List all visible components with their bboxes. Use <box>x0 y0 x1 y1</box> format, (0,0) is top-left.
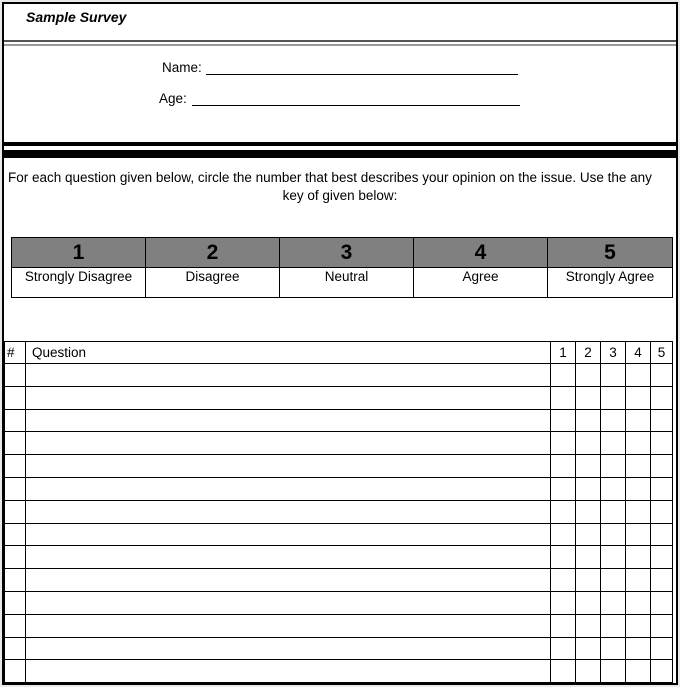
rating-2-cell[interactable] <box>576 546 601 569</box>
rating-2-cell[interactable] <box>576 364 601 387</box>
rating-3-cell[interactable] <box>601 500 626 523</box>
scale-value: 1 <box>12 238 146 268</box>
table-row <box>5 569 673 592</box>
survey-sheet <box>2 2 678 685</box>
question-cell[interactable] <box>26 455 551 478</box>
row-number-cell[interactable] <box>5 432 26 455</box>
row-number-cell[interactable] <box>5 569 26 592</box>
table-row <box>5 637 673 660</box>
rating-4-cell[interactable] <box>626 500 651 523</box>
rating-3-cell[interactable] <box>601 364 626 387</box>
rating-4-cell[interactable] <box>626 523 651 546</box>
rating-4-cell[interactable] <box>626 477 651 500</box>
age-field <box>159 91 187 106</box>
rating-2-cell[interactable] <box>576 660 601 683</box>
name-input-line[interactable] <box>206 74 518 75</box>
rating-5-cell[interactable] <box>651 432 673 455</box>
header-rating-4: 4 <box>626 342 651 364</box>
rating-1-cell[interactable] <box>551 455 576 478</box>
scale-value: 5 <box>548 238 673 268</box>
table-row <box>5 660 673 683</box>
rating-1-cell[interactable] <box>551 477 576 500</box>
row-number-cell[interactable] <box>5 614 26 637</box>
rating-4-cell[interactable] <box>626 409 651 432</box>
rating-3-cell[interactable] <box>601 591 626 614</box>
rating-5-cell[interactable] <box>651 455 673 478</box>
header-question: Question <box>26 342 551 364</box>
divider-thin <box>4 142 676 146</box>
rating-5-cell[interactable] <box>651 569 673 592</box>
rating-5-cell[interactable] <box>651 477 673 500</box>
row-number-cell[interactable] <box>5 637 26 660</box>
rating-3-cell[interactable] <box>601 386 626 409</box>
rating-3-cell[interactable] <box>601 523 626 546</box>
row-number-cell[interactable] <box>5 364 26 387</box>
rating-4-cell[interactable] <box>626 569 651 592</box>
divider-thick <box>4 150 676 158</box>
scale-label: Strongly Agree <box>548 268 673 298</box>
rating-3-cell[interactable] <box>601 546 626 569</box>
rating-1-cell[interactable] <box>551 500 576 523</box>
row-number-cell[interactable] <box>5 477 26 500</box>
row-number-cell[interactable] <box>5 660 26 683</box>
table-row <box>5 500 673 523</box>
rating-3-cell[interactable] <box>601 569 626 592</box>
question-cell[interactable] <box>26 614 551 637</box>
row-number-cell[interactable] <box>5 455 26 478</box>
age-input-line[interactable] <box>192 105 520 106</box>
table-row <box>5 523 673 546</box>
page-title: Sample Survey <box>26 9 127 25</box>
rating-4-cell[interactable] <box>626 455 651 478</box>
row-number-cell[interactable] <box>5 386 26 409</box>
instructions-line-2: key of given below: <box>282 188 398 203</box>
rating-4-cell[interactable] <box>626 637 651 660</box>
rating-1-cell[interactable] <box>551 364 576 387</box>
table-row <box>5 477 673 500</box>
rating-2-cell[interactable] <box>576 500 601 523</box>
scale-label: Agree <box>414 268 548 298</box>
row-number-cell[interactable] <box>5 409 26 432</box>
header-divider <box>4 44 676 46</box>
rating-2-cell[interactable] <box>576 569 601 592</box>
rating-5-cell[interactable] <box>651 591 673 614</box>
table-row <box>5 546 673 569</box>
rating-5-cell[interactable] <box>651 500 673 523</box>
rating-1-cell[interactable] <box>551 546 576 569</box>
rating-2-cell[interactable] <box>576 614 601 637</box>
table-row <box>5 591 673 614</box>
rating-5-cell[interactable] <box>651 409 673 432</box>
scale-value: 4 <box>414 238 548 268</box>
rating-4-cell[interactable] <box>626 386 651 409</box>
rating-4-cell[interactable] <box>626 660 651 683</box>
rating-3-cell[interactable] <box>601 637 626 660</box>
rating-5-cell[interactable] <box>651 523 673 546</box>
rating-1-cell[interactable] <box>551 614 576 637</box>
rating-1-cell[interactable] <box>551 409 576 432</box>
title-box <box>4 4 676 42</box>
question-cell[interactable] <box>26 591 551 614</box>
row-number-cell[interactable] <box>5 591 26 614</box>
scale-value: 3 <box>280 238 414 268</box>
header-rating-3: 3 <box>601 342 626 364</box>
rating-2-cell[interactable] <box>576 477 601 500</box>
question-cell[interactable] <box>26 364 551 387</box>
question-cell[interactable] <box>26 477 551 500</box>
rating-3-cell[interactable] <box>601 614 626 637</box>
rating-2-cell[interactable] <box>576 455 601 478</box>
rating-5-cell[interactable] <box>651 364 673 387</box>
row-number-cell[interactable] <box>5 523 26 546</box>
name-field <box>162 60 202 75</box>
table-row <box>5 364 673 387</box>
question-cell[interactable] <box>26 546 551 569</box>
scale-label: Disagree <box>146 268 280 298</box>
rating-key-table <box>11 237 673 298</box>
rating-1-cell[interactable] <box>551 637 576 660</box>
table-row <box>5 614 673 637</box>
rating-4-cell[interactable] <box>626 546 651 569</box>
rating-2-cell[interactable] <box>576 409 601 432</box>
row-number-cell[interactable] <box>5 500 26 523</box>
question-cell[interactable] <box>26 409 551 432</box>
question-table <box>4 341 673 683</box>
rating-3-cell[interactable] <box>601 432 626 455</box>
rating-1-cell[interactable] <box>551 569 576 592</box>
question-cell[interactable] <box>26 660 551 683</box>
rating-1-cell[interactable] <box>551 660 576 683</box>
header-number: # <box>5 342 26 364</box>
question-cell[interactable] <box>26 386 551 409</box>
question-cell[interactable] <box>26 500 551 523</box>
rating-5-cell[interactable] <box>651 637 673 660</box>
scale-label: Strongly Disagree <box>12 268 146 298</box>
table-row <box>5 409 673 432</box>
rating-4-cell[interactable] <box>626 364 651 387</box>
header-rating-5: 5 <box>651 342 673 364</box>
table-row <box>5 432 673 455</box>
rating-3-cell[interactable] <box>601 660 626 683</box>
rating-1-cell[interactable] <box>551 523 576 546</box>
rating-3-cell[interactable] <box>601 477 626 500</box>
rating-5-cell[interactable] <box>651 386 673 409</box>
header-rating-2: 2 <box>576 342 601 364</box>
row-number-cell[interactable] <box>5 546 26 569</box>
instructions-line-1: For each question given below, circle the number that best describes your opinion on the issue. Use the any <box>8 170 652 185</box>
rating-2-cell[interactable] <box>576 637 601 660</box>
rating-1-cell[interactable] <box>551 432 576 455</box>
rating-5-cell[interactable] <box>651 660 673 683</box>
question-cell[interactable] <box>26 523 551 546</box>
header-rating-1: 1 <box>551 342 576 364</box>
rating-4-cell[interactable] <box>626 432 651 455</box>
name-label: Name: <box>162 60 202 75</box>
rating-5-cell[interactable] <box>651 614 673 637</box>
rating-2-cell[interactable] <box>576 432 601 455</box>
rating-4-cell[interactable] <box>626 591 651 614</box>
age-label: Age: <box>159 91 187 106</box>
rating-4-cell[interactable] <box>626 614 651 637</box>
rating-1-cell[interactable] <box>551 386 576 409</box>
rating-3-cell[interactable] <box>601 455 626 478</box>
rating-2-cell[interactable] <box>576 523 601 546</box>
scale-value: 2 <box>146 238 280 268</box>
rating-3-cell[interactable] <box>601 409 626 432</box>
table-row <box>5 455 673 478</box>
question-cell[interactable] <box>26 432 551 455</box>
question-cell[interactable] <box>26 637 551 660</box>
question-table-header <box>5 342 673 364</box>
rating-2-cell[interactable] <box>576 386 601 409</box>
rating-1-cell[interactable] <box>551 591 576 614</box>
rating-2-cell[interactable] <box>576 591 601 614</box>
rating-5-cell[interactable] <box>651 546 673 569</box>
scale-label: Neutral <box>280 268 414 298</box>
table-row <box>5 386 673 409</box>
question-cell[interactable] <box>26 569 551 592</box>
